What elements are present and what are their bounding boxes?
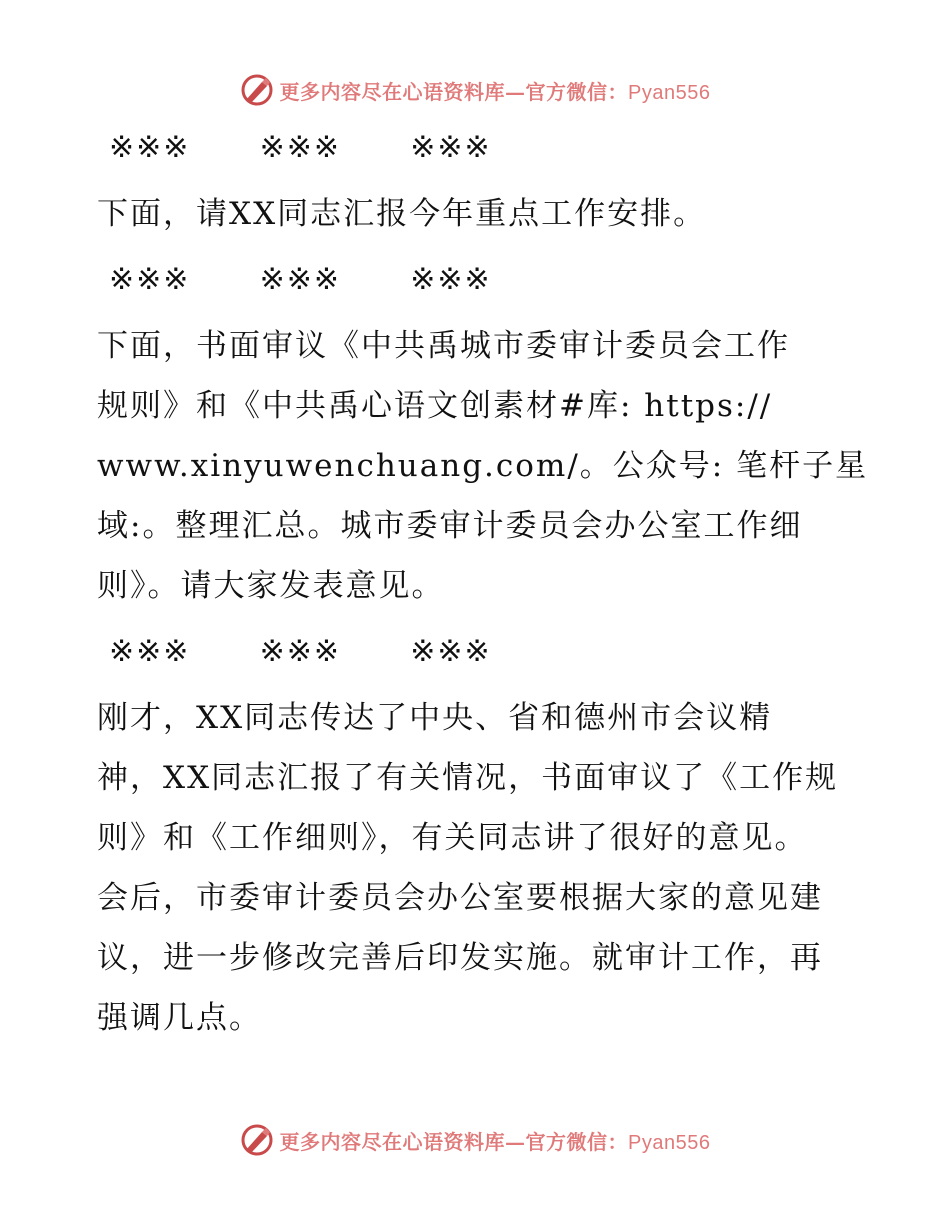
paragraph-line: 下面，书面审议《中共禹城市委审计委员会工作 [97, 328, 790, 364]
paragraph-2 [97, 316, 867, 616]
paragraph-line: 议，进一步修改完善后印发实施。就审计工作，再 [97, 940, 823, 976]
paragraph-line: 下面，请XX同志汇报今年重点工作安排。 [97, 196, 707, 232]
paragraph-line: 刚才，XX同志传达了中央、省和德州市会议精 [97, 700, 773, 736]
footer-wechat-id: Pyan556 [628, 1131, 711, 1154]
header-banner-text: 更多内容尽在心语资料库—官方微信：Pyan556 [279, 79, 711, 104]
header-banner [0, 70, 950, 110]
paragraph-line: 则》和《工作细则》，有关同志讲了很好的意见。 [97, 820, 808, 856]
paragraph-line: 则》。请大家发表意见。 [97, 568, 445, 604]
header-wechat-id: Pyan556 [628, 81, 711, 104]
paragraph-line: www.xinyuwenchuang.com/。公众号: 笔杆子星 [97, 448, 869, 484]
paragraph-line: 会后，市委审计委员会办公室要根据大家的意见建 [97, 880, 823, 916]
paragraph-line: 规则》和《中共禹心语文创素材#库: https:// [97, 388, 773, 424]
footer-banner [0, 1120, 950, 1160]
pen-logo-icon [240, 73, 274, 107]
separator-1: ※※※ ※※※ ※※※ [109, 130, 492, 165]
paragraph-1 [97, 184, 867, 244]
paragraph-3 [97, 688, 867, 1048]
footer-banner-text: 更多内容尽在心语资料库—官方微信：Pyan556 [279, 1129, 711, 1154]
paragraph-line: 域:。整理汇总。城市委审计委员会办公室工作细 [97, 508, 803, 544]
document-body [97, 118, 867, 1048]
separator-3: ※※※ ※※※ ※※※ [109, 634, 492, 669]
pen-logo-icon [240, 1123, 274, 1157]
separator-2: ※※※ ※※※ ※※※ [109, 262, 492, 297]
paragraph-line: 神，XX同志汇报了有关情况，书面审议了《工作规 [97, 760, 839, 796]
paragraph-line: 强调几点。 [97, 1000, 262, 1036]
